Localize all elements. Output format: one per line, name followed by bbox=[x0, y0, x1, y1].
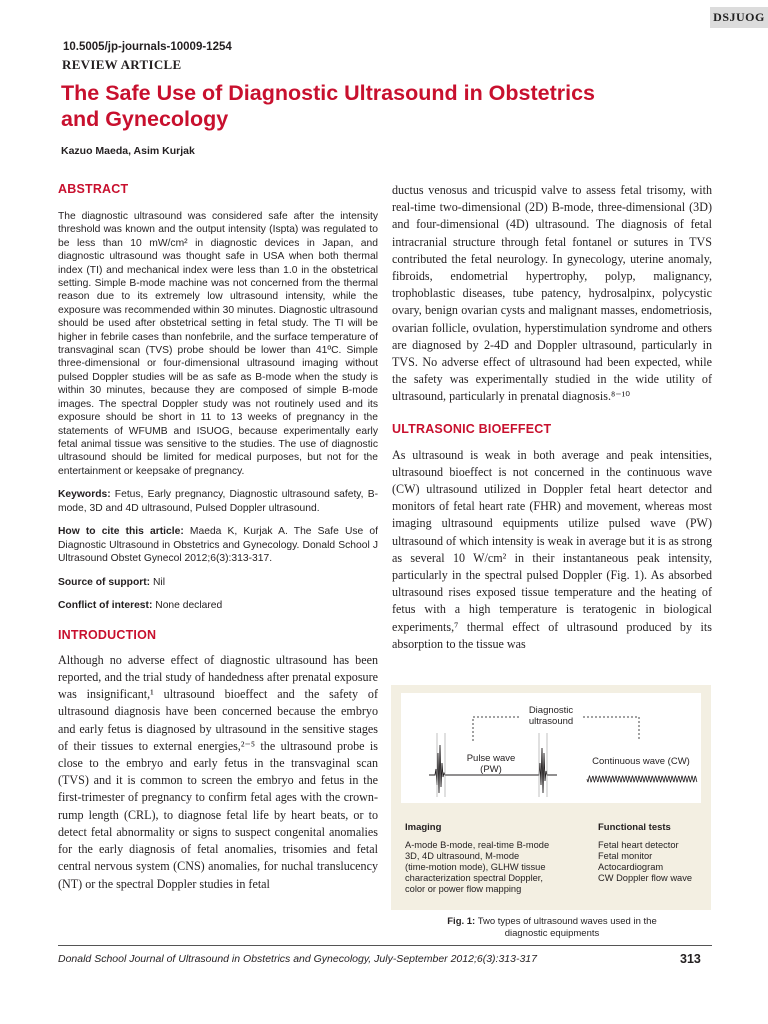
support-text: Nil bbox=[150, 576, 165, 588]
imaging-line: characterization spectral Doppler, bbox=[405, 873, 543, 883]
article-title: The Safe Use of Diagnostic Ultrasound in Obstetrics and Gynecology bbox=[61, 81, 596, 131]
right-column-text: ductus venosus and tricuspid valve to assess fetal trisomy, with real-time two-dimensional (2D) B-mode, three-dimensional (3D) and four-dimensional (4D) ultrasound. The diagnosis of fetal intracranial structure through fetal fontanel or sutures in TVS contributed the fetal neurology. In gynecology, uterine anomaly, fibroids, endometrial hypertrophy, polyp, malignancy, trophoblastic diseases, tube patency, hydrosalpinx, polycystic ovary, benign ovarian cysts and malignant masses, endometriosis, ovarian follicle, ovulation, hyperstimulation syndrome and others are diagnosed by 2-4D and Doppler ultrasound, particularly in TVS. No adverse effect of ultrasound had been expected, while the safety was experimentally studied in the wide utility of ultrasound, particularly in prenatal diagnosis.⁸⁻¹⁰ bbox=[392, 183, 712, 404]
footer-rule bbox=[58, 945, 712, 946]
imaging-line: (time-motion mode), GLHW tissue bbox=[405, 862, 546, 872]
page-number: 313 bbox=[680, 952, 701, 966]
functional-line: Actocardiogram bbox=[598, 862, 664, 872]
functional-line: Fetal heart detector bbox=[598, 840, 679, 850]
label-diagnostic-line2: ultrasound bbox=[528, 716, 574, 727]
figure-text-panel bbox=[391, 803, 711, 910]
journal-tag: DSJUOG bbox=[710, 7, 768, 28]
figure-wave-panel bbox=[401, 693, 701, 803]
bioeffect-heading: ULTRASONIC BIOEFFECT bbox=[392, 421, 552, 436]
functional-tests-heading: Functional tests bbox=[598, 822, 671, 833]
support-label: Source of support: bbox=[58, 576, 151, 588]
left-column bbox=[58, 182, 378, 893]
wave-diagram bbox=[401, 693, 701, 803]
keywords-label: Keywords: bbox=[58, 489, 111, 501]
label-pulse-wave-line2: (PW) bbox=[480, 764, 502, 775]
conflict-text: None declared bbox=[152, 600, 223, 612]
label-continuous-wave: Continuous wave (CW) bbox=[592, 756, 690, 767]
figure-1 bbox=[391, 685, 711, 910]
keywords-text: Fetus, Early pregnancy, Diagnostic ultrasound safety, B-mode, 3D and 4D ultrasound, Pulsed Doppler ultrasound. bbox=[58, 489, 378, 514]
source-of-support bbox=[58, 576, 378, 589]
figure-caption bbox=[392, 916, 712, 940]
doi: 10.5005/jp-journals-10009-1254 bbox=[63, 41, 232, 53]
citation-label: How to cite this article: bbox=[58, 526, 184, 538]
article-type: REVIEW ARTICLE bbox=[62, 57, 182, 72]
label-pulse-wave-line1: Pulse wave bbox=[466, 753, 516, 764]
imaging-line: color or power flow mapping bbox=[405, 884, 522, 894]
figure-caption-text-1: Two types of ultrasound waves used in the bbox=[475, 916, 657, 927]
citation bbox=[58, 525, 378, 565]
imaging-heading: Imaging bbox=[405, 822, 442, 833]
label-diagnostic-line1: Diagnostic bbox=[528, 705, 574, 716]
conflict-of-interest bbox=[58, 599, 378, 612]
bioeffect-text: As ultrasound is weak in both average and peak intensities, ultrasound bioeffect is not concerned in the continuous wave (CW) ultrasound utilized in Doppler fetal heart detector and monitors of fetal heart rate (FHR) and movement, whereas most imaging ultrasound equipments utilize pulsed wave (PW) ultrasound of which intensity is weak in average but it is as strong as several 10 W/cm² in their instantaneous peak intensity, particularly in the spectral pulsed Doppler (Fig. 1). As absorbed ultrasound rises exposed tissue temperature and the heating of fetus with a high temperature is teratogenic in biological experiments,⁷ thermal effect of ultrasound produced by its absorption to the tissue was bbox=[392, 447, 712, 651]
abstract-heading: ABSTRACT bbox=[58, 182, 129, 196]
authors: Kazuo Maeda, Asim Kurjak bbox=[61, 145, 195, 157]
conflict-label: Conflict of interest: bbox=[58, 600, 153, 612]
functional-line: Fetal monitor bbox=[598, 851, 653, 861]
footer-journal: Donald School Journal of Ultrasound in Obstetrics and Gynecology, July-September 2012;6(3):313-317 bbox=[58, 953, 537, 965]
keywords bbox=[58, 488, 378, 515]
right-column bbox=[392, 182, 712, 653]
continuous-wave-trace bbox=[587, 776, 697, 782]
abstract-text: The diagnostic ultrasound was considered safe after the intensity threshold was known and the output intensity (Ispta) was regulated to be less than 10 mW/cm² in diagnostic devices in Japan, and diagnostic ultrasound was thought safe in USA when both thermal index (TI) and mechanical index were less than 1.0 in the obstetrical setting. Simple B-mode machine was not concerned from the thermal reason due to its extremely low ultrasound intensity, while the exposure was recommended within 30 minutes. Diagnostic ultrasound should be used after obstetrical setting in fetal study. The TI will be higher in febrile cases than nonfebrile, and the surface temperature of transvaginal scan (TVS) probe should be lower than 41ºC. Simple three-dimensional or four-dimensional ultrasound imaging without pulsed Doppler studies will be as safe as B-mode when the study is within 30 minutes, because they are composed of simple B-mode images. The spectral Doppler study was not routinely used and its exposure should be short in 11 to 13 weeks of pregnancy in the statements of WFUMB and ISUOG, because experimentally early fetal animal tissue was sensitive to the studies. The use of diagnostic ultrasound should be limited for medical purposes, but not for the entertainment or keepsake of pregnancy. bbox=[58, 211, 378, 477]
introduction-heading: INTRODUCTION bbox=[58, 627, 157, 642]
imaging-line: 3D, 4D ultrasound, M-mode bbox=[405, 851, 520, 861]
figure-caption-label: Fig. 1: bbox=[447, 916, 476, 927]
citation-text: Maeda K, Kurjak A. The Safe Use of Diagnostic Ultrasound in Obstetrics and Gynecology. Donald School J Ultrasound Obstet Gynecol 2012;6(3):313-317. bbox=[58, 526, 378, 565]
functional-line: CW Doppler flow wave bbox=[598, 873, 693, 883]
figure-caption-text-2: diagnostic equipments bbox=[504, 928, 600, 939]
introduction-text: Although no adverse effect of diagnostic ultrasound has been reported, and the trial study of handedness after prenatal exposure was insignificant,¹ ultrasound bioeffect and the safety of ultrasound diagnosis have been concerned because the embryo and early fetus is diagnosed by ultrasound in the sensitive stages of their tissues to external energies,²⁻⁵ the ultrasound probe is close to the embryo and early fetus in the transvaginal scan (TVS) and it is common to screen the embryo and fetus in the first-trimester of pregnancy to confirm fetal ages with the crown-rump length (CRL), to diagnose fetal life by heart beats, or to detect fetal abnormality or signs to suspect congenital anomalies for the early diagnosis of fetal anomalies, trisomies and fetal central nervous system (CNS) anomalies, for nuchal translucency (NT) or the spectral Doppler studies in fetal bbox=[58, 652, 378, 891]
imaging-line: A-mode B-mode, real-time B-mode bbox=[405, 840, 550, 850]
